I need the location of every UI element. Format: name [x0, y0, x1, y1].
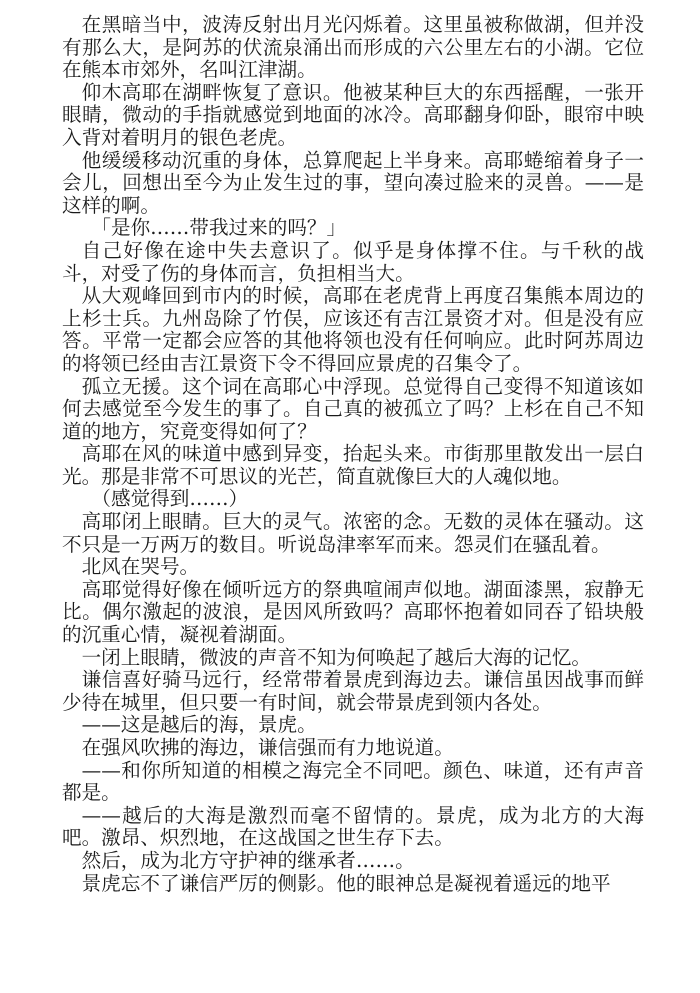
paragraph: 从大观峰回到市内的时候，高耶在老虎背上再度召集熊本周边的上杉士兵。九州岛除了竹俣，应该还有吉江景资才对。但是没有应答。平常一定都会应答的其他将领也没有任何响应。此时阿苏周边的将领已经由吉江景资下令不得回应景虎的召集令了。 [62, 284, 644, 375]
paragraph: 一闭上眼睛，微波的声音不知为何唤起了越后大海的记忆。 [81, 645, 592, 669]
paragraph: 自己好像在途中失去意识了。似乎是身体撑不住。与千秋的战斗，对受了伤的身体而言，负担相当大。 [62, 238, 644, 285]
inner-thought-line: （感觉得到……） [91, 487, 249, 511]
paragraph: 谦信喜好骑马远行，经常带着景虎到海边去。谦信虽因战事而鲜少待在城里，但只要一有时间，就会带景虎到领内各处。 [62, 668, 644, 714]
paragraph: 仰木高耶在湖畔恢复了意识。他被某种巨大的东西摇醒，一张开眼睛，微动的手指就感觉到地面的冰冷。高耶翻身仰卧，眼帘中映入背对着明月的银色老虎。 [62, 80, 644, 149]
dialogue-line: 「是你……带我过来的吗？」 [91, 216, 347, 240]
paragraph: 北风在哭号。 [81, 555, 200, 579]
paragraph: 高耶觉得好像在倾听远方的祭典喧闹声似地。湖面漆黑，寂静无比。偶尔激起的波浪，是因风所致吗？高耶怀抱着如同吞了铅块般的沉重心情，凝视着湖面。 [62, 577, 644, 647]
dialogue-line: ——和你所知道的相模之海完全不同吧。颜色、味道，还有声音都是。 [62, 758, 644, 805]
paragraph: 在黑暗当中，波涛反射出月光闪烁着。这里虽被称做湖，但并没有那么大，是阿苏的伏流泉涌出而形成的六公里左右的小湖。它位在熊本市郊外，名叫江津湖。 [62, 13, 644, 82]
paragraph: 孤立无援。这个词在高耶心中浮现。总觉得自己变得不知道该如何去感觉至今发生的事了。自己真的被孤立了吗？上杉在自己不知道的地方，究竟变得如何了？ [62, 374, 644, 443]
paragraph: 景虎忘不了谦信严厉的侧影。他的眼神总是凝视着遥远的地平 [81, 871, 611, 895]
dialogue-line: ——这是越后的海，景虎。 [81, 713, 317, 737]
paragraph: 高耶闭上眼睛。巨大的灵气。浓密的念。无数的灵体在骚动。这不只是一万两万的数目。听说岛津率军而来。怨灵们在骚乱着。 [62, 510, 644, 556]
paragraph: 然后，成为北方守护神的继承者……。 [81, 848, 415, 872]
paragraph: 在强风吹拂的海边，谦信强而有力地说道。 [81, 736, 454, 759]
dialogue-line: ——越后的大海是激烈而毫不留情的。景虎，成为北方的大海吧。激昂、炽烈地，在这战国之世生存下去。 [62, 803, 644, 850]
paragraph: 他缓缓移动沉重的身体，总算爬起上半身来。高耶蜷缩着身子一会儿，回想出至今为止发生过的事，望向凑过脸来的灵兽。——是这样的啊。 [62, 148, 644, 217]
paragraph: 高耶在风的味道中感到异变，抬起头来。市街那里散发出一层白光。那是非常不可思议的光芒，简直就像巨大的人魂似地。 [62, 442, 644, 488]
